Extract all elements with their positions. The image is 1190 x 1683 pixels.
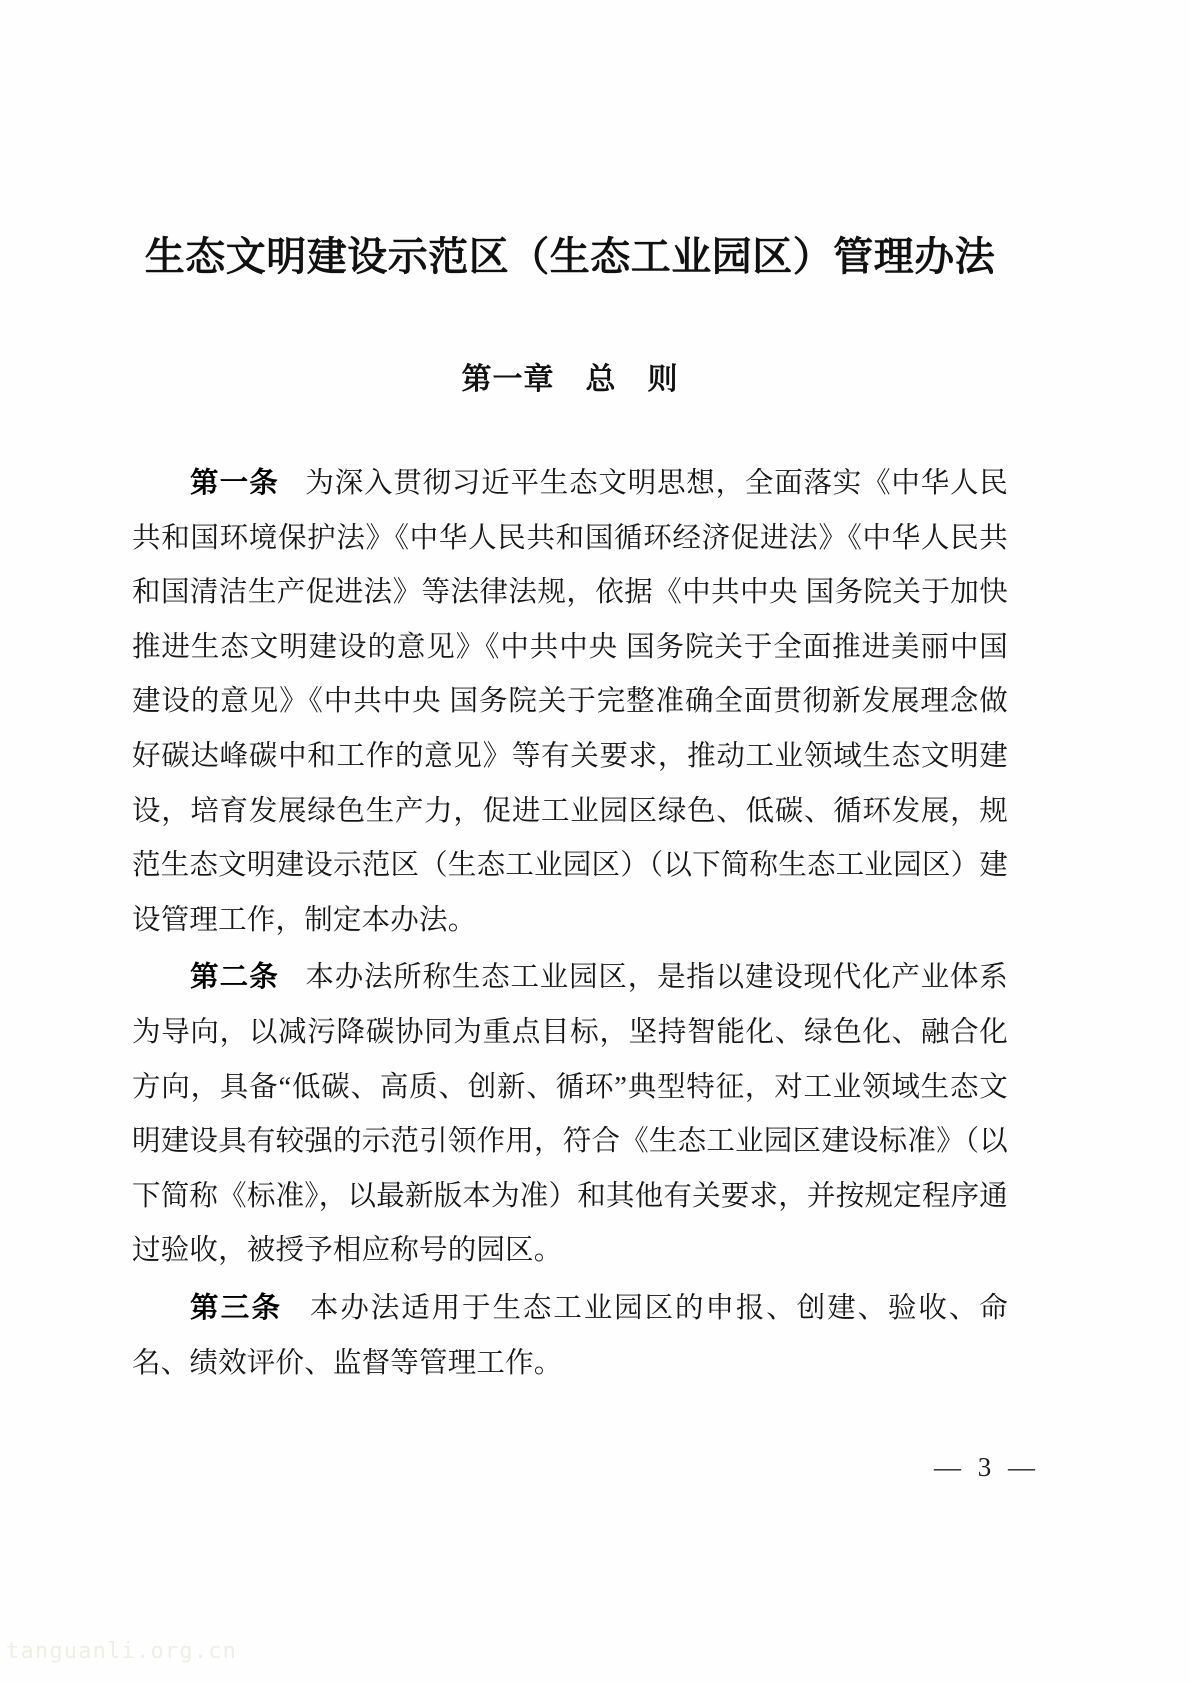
article-marker: 第一条: [190, 467, 279, 499]
chapter-heading: 第一章 总 则: [461, 363, 679, 396]
article-list: [132, 398, 1008, 1391]
article-paragraph: [132, 950, 1008, 1279]
watermark: tanguanli.org.cn: [6, 1639, 238, 1664]
article-body: 本办法所称生态工业园区，是指以建设现代化产业体系为导向，以减污降碳协同为重点目标，坚持智能化、绿色化、融合化方向，具备“低碳、高质、创新、循环”典型特征，对工业领域生态文明建设具有较强的示范引领作用，符合《生态工业园区建设标准》（以下简称《标准》，以最新版本为准）和其他有关要求，并按规定程序通过验收，被授予相应称号的园区。: [132, 962, 1008, 1267]
article-marker: 第二条: [190, 961, 279, 994]
article-marker: 第三条: [190, 1291, 283, 1324]
article-body: 为深入贯彻习近平生态文明思想，全面落实《中华人民共和国环境保护法》《中华人民共和国循环经济促进法》《中华人民共和国清洁生产促进法》等法律法规，依据《中共中央 国务院关于加快推进生态文明建设的意见》《中共中央 国务院关于全面推进美丽中国建设的意见》《中共中央 国务院关于完整准确全面贯彻新发展理念做好碳达峰碳中和工作的意见》等有关要求，推动工业领域生态文明建设，培育发展绿色生产力，促进工业园区绿色、低碳、循环发展，规范生态文明建设示范区（生态工业园区）（以下简称生态工业园区）建设管理工作，制定本办法。: [132, 468, 1008, 936]
article-paragraph: [132, 1281, 1008, 1391]
article-paragraph: [132, 456, 1008, 948]
article-body: 本办法适用于生态工业园区的申报、创建、验收、命名、绩效评价、监督等管理工作。: [132, 1292, 1008, 1379]
page-number: — 3 —: [934, 1452, 1040, 1482]
document-content-column: [132, 0, 1008, 1393]
page-title: 生态文明建设示范区（生态工业园区）管理办法: [144, 235, 996, 279]
